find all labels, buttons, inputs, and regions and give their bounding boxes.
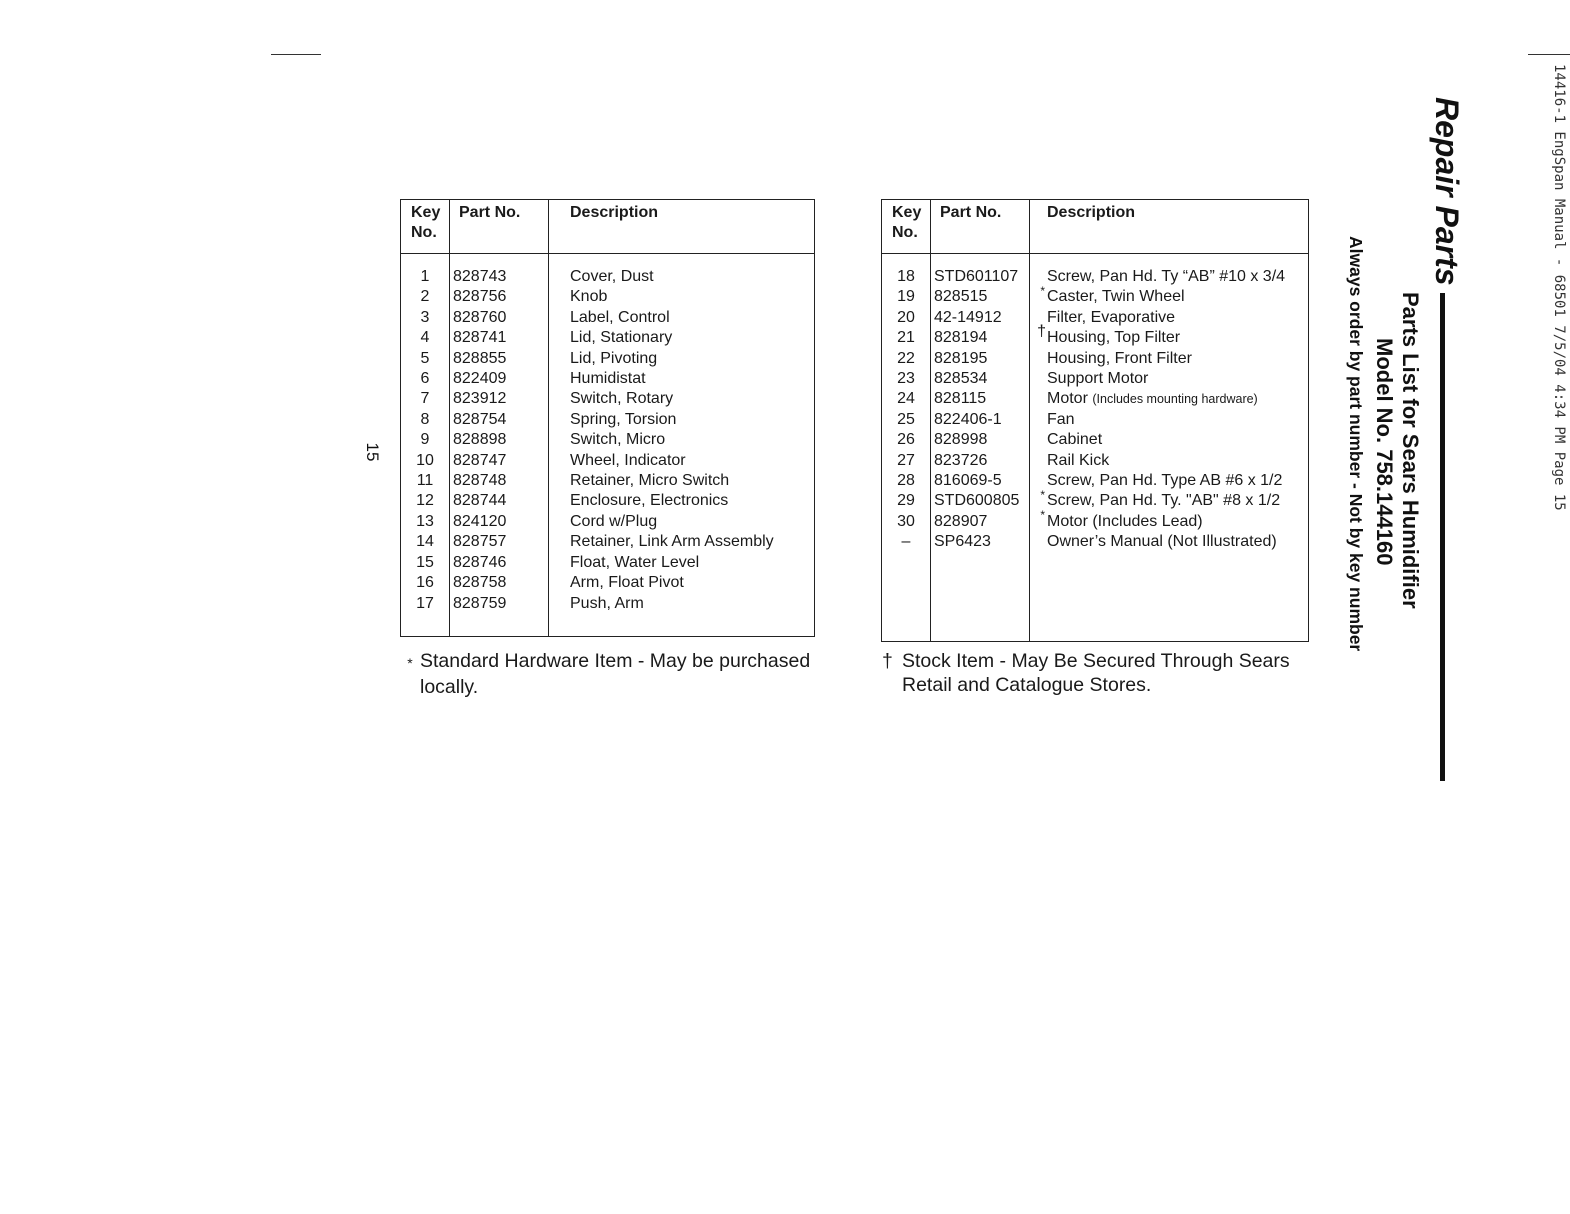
description-text: Switch, Micro (570, 431, 666, 449)
key-no-cell: 20 (897, 308, 915, 326)
key-no-cell: 10 (416, 451, 434, 469)
table-row (882, 287, 1309, 307)
description-cell (549, 532, 815, 552)
section-title: Repair Parts (1429, 97, 1465, 286)
description-cell (1030, 532, 1309, 552)
key-no-cell: 7 (420, 390, 430, 408)
table-row (401, 369, 815, 389)
table-row (401, 512, 815, 532)
table-row (882, 471, 1309, 491)
empty-cell (401, 614, 450, 637)
table-row (401, 308, 815, 328)
part-no-cell: 828898 (450, 430, 549, 450)
description-cell (549, 512, 815, 532)
table-filler-row (401, 614, 815, 637)
key-no-cell: 26 (897, 431, 915, 449)
part-no-cell: 828748 (450, 471, 549, 491)
description-text: Retainer, Link Arm Assembly (570, 533, 774, 551)
key-no-cell: 17 (416, 594, 434, 612)
description-text: Switch, Rotary (570, 390, 674, 408)
table-row (882, 328, 1309, 348)
parts-table-right (881, 199, 1309, 642)
key-no-cell: 8 (420, 410, 430, 428)
description-text: Wheel, Indicator (570, 451, 686, 469)
description-cell (549, 410, 815, 430)
key-no-cell: 18 (897, 268, 915, 285)
part-no-cell: 828855 (450, 349, 549, 369)
key-no-cell: 14 (416, 533, 434, 551)
description-cell (549, 553, 815, 573)
part-no-cell: 828907 (931, 512, 1030, 532)
mark-symbol: * (1040, 284, 1045, 298)
key-no-cell: 1 (420, 268, 430, 285)
description-text: Screw, Pan Hd. Type AB #6 x 1/2 (1047, 472, 1283, 490)
description-text: Support Motor (1047, 370, 1149, 388)
asterisk-symbol: * (407, 655, 413, 671)
description-cell (549, 369, 815, 389)
empty-cell (1030, 619, 1309, 642)
description-text: Label, Control (570, 308, 670, 326)
empty-cell (1030, 553, 1309, 575)
description-text: Caster, Twin Wheel (1047, 288, 1185, 306)
description-cell (1030, 389, 1309, 409)
description-cell (549, 254, 815, 288)
part-no-cell: 828998 (931, 430, 1030, 450)
part-no-cell: 828747 (450, 451, 549, 471)
description-header: Description (1030, 200, 1309, 254)
description-cell (549, 491, 815, 511)
key-no-cell: 12 (416, 492, 434, 510)
parts-table-left (400, 199, 815, 637)
part-no-cell: 828744 (450, 491, 549, 511)
table-row (401, 328, 815, 348)
key-no-cell: 23 (897, 370, 915, 388)
description-text: Housing, Top Filter (1047, 329, 1181, 347)
description-cell (1030, 369, 1309, 389)
part-no-cell: 828756 (450, 287, 549, 307)
part-no-cell: 828534 (931, 369, 1030, 389)
description-cell (549, 308, 815, 328)
description-cell (549, 471, 815, 491)
table-row (882, 430, 1309, 450)
part-no-cell: 828760 (450, 308, 549, 328)
table-row (401, 594, 815, 614)
key-no-cell: 2 (420, 288, 430, 306)
dagger-symbol: † (882, 650, 893, 672)
empty-cell (450, 614, 549, 637)
description-text: Float, Water Level (570, 553, 700, 571)
table-row (401, 389, 815, 409)
empty-cell (882, 575, 931, 597)
description-text: Rail Kick (1047, 451, 1110, 469)
description-note: (Includes mounting hardware) (1092, 392, 1258, 407)
key-no-cell: 5 (420, 349, 430, 367)
description-text: Enclosure, Electronics (570, 492, 729, 510)
table-row (882, 512, 1309, 532)
description-cell (1030, 349, 1309, 369)
part-no-cell: SP6423 (931, 532, 1030, 552)
description-text: Knob (570, 288, 608, 306)
part-no-header: Part No. (450, 200, 549, 254)
key-no-cell: 13 (416, 512, 434, 530)
description-cell (549, 349, 815, 369)
part-no-cell: 823726 (931, 451, 1030, 471)
description-text: Cord w/Plug (570, 512, 658, 530)
description-text: Owner’s Manual (Not Illustrated) (1047, 533, 1277, 551)
part-no-cell: 828746 (450, 553, 549, 573)
table-row (401, 471, 815, 491)
table-row (882, 410, 1309, 430)
table-row (882, 491, 1309, 511)
key-no-cell: 15 (416, 553, 434, 571)
description-text: Filter, Evaporative (1047, 308, 1176, 326)
description-cell (1030, 451, 1309, 471)
top-right-rule (1528, 54, 1570, 55)
top-left-rule (271, 54, 321, 55)
stock-note-line2: Retail and Catalogue Stores. (902, 674, 1152, 696)
table-row (401, 491, 815, 511)
description-text: Humidistat (570, 370, 646, 388)
table-row (401, 451, 815, 471)
key-no-cell: 4 (420, 329, 430, 347)
key-no-cell: 27 (897, 451, 915, 469)
description-header: Description (549, 200, 815, 254)
description-cell (549, 594, 815, 614)
table-row (882, 369, 1309, 389)
description-cell (549, 451, 815, 471)
stock-note-line1: Stock Item - May Be Secured Through Sears (902, 650, 1290, 672)
mark-symbol: † (1037, 322, 1046, 340)
key-no-cell: 19 (897, 288, 915, 306)
part-no-cell: 828743 (450, 254, 549, 288)
description-text: Fan (1047, 410, 1075, 428)
part-no-cell: 42-14912 (931, 308, 1030, 328)
model-number: Model No. 758.144160 (1372, 338, 1397, 566)
description-cell (549, 389, 815, 409)
part-no-cell: 828515 (931, 287, 1030, 307)
description-text: Housing, Front Filter (1047, 349, 1192, 367)
description-text: Push, Arm (570, 594, 644, 612)
part-no-cell: STD600805 (931, 491, 1030, 511)
table-filler-row (882, 553, 1309, 575)
table-row (401, 532, 815, 552)
key-no-cell: 24 (897, 390, 915, 408)
parts-list-title: Parts List for Sears Humidifier (1398, 292, 1423, 609)
key-no-cell: 25 (897, 410, 915, 428)
key-no-cell: 21 (897, 329, 915, 347)
table-row (401, 254, 815, 288)
empty-cell (882, 553, 931, 575)
section-title-rule (1440, 293, 1445, 781)
description-text: Retainer, Micro Switch (570, 472, 730, 490)
part-no-cell: 822409 (450, 369, 549, 389)
part-no-cell: STD601107 (931, 254, 1030, 288)
part-no-cell: 828754 (450, 410, 549, 430)
part-no-header: Part No. (931, 200, 1030, 254)
standard-note-line1: Standard Hardware Item - May be purchased (420, 650, 811, 672)
key-no-cell: 16 (416, 574, 434, 592)
mark-symbol: * (1040, 488, 1045, 503)
table-row (401, 287, 815, 307)
part-no-cell: 828194 (931, 328, 1030, 348)
table-filler-row (882, 597, 1309, 619)
part-no-cell: 828758 (450, 573, 549, 593)
description-cell (549, 430, 815, 450)
key-no-cell: 11 (416, 472, 434, 490)
empty-cell (1030, 575, 1309, 597)
key-no-cell: 29 (897, 492, 915, 510)
table-row (882, 254, 1309, 288)
table-row (401, 573, 815, 593)
table-row (401, 553, 815, 573)
empty-cell (931, 597, 1030, 619)
table-row (401, 349, 815, 369)
key-no-cell: – (901, 533, 911, 551)
print-header: 14416-1 EngSpan Manual - 68501 7/5/04 4:34 PM Page 15 (1551, 64, 1567, 511)
description-cell (1030, 430, 1309, 450)
description-cell (1030, 410, 1309, 430)
standard-note-line2: locally. (420, 676, 479, 698)
table-filler-row (882, 619, 1309, 642)
table-row (882, 349, 1309, 369)
table-row (882, 308, 1309, 328)
key-no-cell: 28 (897, 472, 915, 490)
description-text: Cover, Dust (570, 268, 654, 285)
description-text: Motor (1047, 390, 1088, 408)
page-number: 15 (363, 442, 382, 462)
empty-cell (882, 619, 931, 642)
empty-cell (549, 614, 815, 637)
empty-cell (931, 553, 1030, 575)
description-text: Lid, Pivoting (570, 349, 658, 367)
description-cell (549, 573, 815, 593)
part-no-cell: 828759 (450, 594, 549, 614)
description-text: Screw, Pan Hd. Ty “AB” #10 x 3/4 (1047, 268, 1286, 285)
table-row (882, 389, 1309, 409)
part-no-cell: 828115 (931, 389, 1030, 409)
key-no-cell: 9 (420, 431, 430, 449)
key-no-header: Key No. (882, 200, 931, 254)
part-no-cell: 828195 (931, 349, 1030, 369)
key-no-header: Key No. (401, 200, 450, 254)
description-text: Motor (Includes Lead) (1047, 512, 1203, 530)
part-no-cell: 816069-5 (931, 471, 1030, 491)
empty-cell (882, 597, 931, 619)
standard-hardware-note (400, 649, 840, 699)
key-no-cell: 3 (420, 308, 430, 326)
description-cell (549, 328, 815, 348)
key-no-cell: 22 (897, 349, 915, 367)
mark-symbol: * (1040, 508, 1045, 523)
table-row (401, 410, 815, 430)
part-no-cell: 824120 (450, 512, 549, 532)
description-text: Arm, Float Pivot (570, 574, 684, 592)
table-row (401, 430, 815, 450)
description-text: Cabinet (1047, 431, 1103, 449)
part-no-cell: 823912 (450, 389, 549, 409)
empty-cell (1030, 597, 1309, 619)
description-cell (1030, 512, 1309, 532)
description-cell (1030, 287, 1309, 307)
part-no-cell: 828741 (450, 328, 549, 348)
order-note: Always order by part number - Not by key number (1346, 236, 1366, 652)
description-cell (1030, 328, 1309, 348)
empty-cell (931, 575, 1030, 597)
description-text: Screw, Pan Hd. Ty. "AB" #8 x 1/2 (1047, 492, 1281, 510)
description-text: Spring, Torsion (570, 410, 677, 428)
part-no-cell: 828757 (450, 532, 549, 552)
table-row (882, 451, 1309, 471)
key-no-cell: 6 (420, 370, 430, 388)
description-text: Lid, Stationary (570, 329, 673, 347)
table-row (882, 532, 1309, 552)
stock-item-note (882, 649, 1322, 697)
description-cell (549, 287, 815, 307)
table-filler-row (882, 575, 1309, 597)
key-no-cell: 30 (897, 512, 915, 530)
part-no-cell: 822406-1 (931, 410, 1030, 430)
empty-cell (931, 619, 1030, 642)
